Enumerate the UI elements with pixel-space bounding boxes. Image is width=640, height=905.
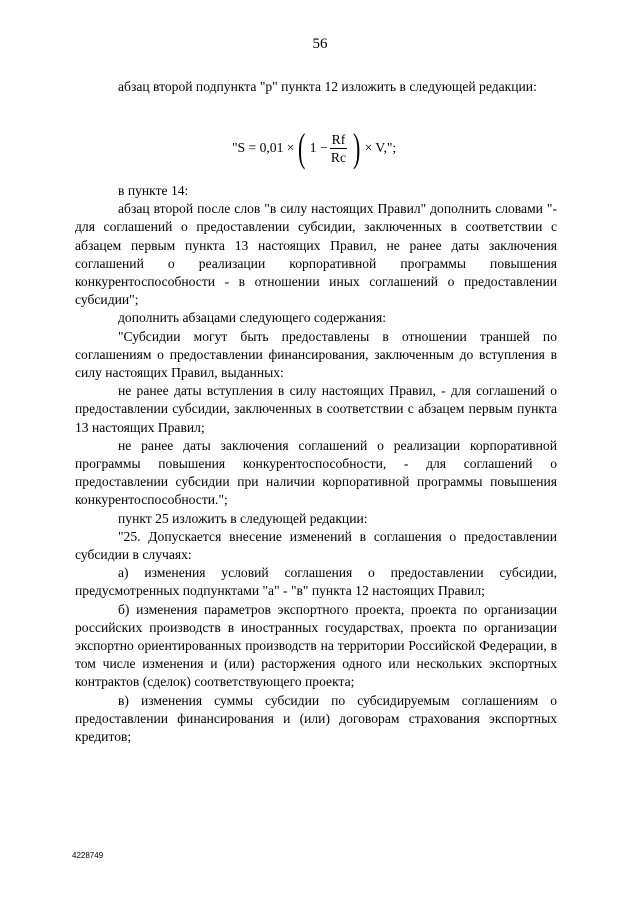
paragraph: а) изменения условий соглашения о предоставлении субсидии, предусмотренных подпунктами "а" - "в" пункта 12 настоящих Правил;: [75, 565, 557, 599]
formula-one-minus: 1 −: [309, 140, 328, 155]
paragraph: в) изменения суммы субсидии по субсидируемым соглашениям о предоставлении финансирования и (или) договорам страхования экспортных кредитов;: [75, 692, 557, 745]
paragraph: б) изменения параметров экспортного проекта, проекта по организации российских производств в иностранных государствах, проекта по организации экспортно ориентированных производств на территории Российской Федерации, в том числе изменения и (или) расторжения одного или нескольких экспортных контрактов (сделок) соответствующего проекта;: [75, 601, 557, 690]
left-paren: (: [298, 125, 306, 170]
formula: [232, 125, 397, 170]
fraction: [330, 132, 348, 165]
formula-prefix: "S = 0,01 ×: [232, 140, 295, 155]
paragraph: не ранее даты заключения соглашений о реализации корпоративной программы повышения конкурентоспособности, - для соглашений о предоставлении субсидии при наличии корпоративной программы повышения конкурентоспособности.";: [75, 437, 557, 508]
right-paren: ): [353, 125, 361, 170]
paragraph: пункт 25 изложить в следующей редакции:: [118, 510, 368, 526]
page-number: 56: [312, 36, 328, 52]
paragraph: абзац второй подпункта "р" пункта 12 изложить в следующей редакции:: [118, 79, 537, 94]
paragraph: не ранее даты вступления в силу настоящих Правил, - для соглашений о предоставлении субсидии, заключенных в соответствии с абзацем первым пункта 13 настоящих Правил;: [75, 383, 557, 435]
document-code: 4228749: [72, 851, 104, 860]
intro-paragraph: [75, 78, 557, 96]
paragraph: абзац второй после слов "в силу настоящих Правил" дополнить словами "- для соглашений о предоставлении субсидии, заключенных в соответствии с абзацем первым пункта 13 настоящих Правил, не ранее даты заключения соглашений о реализации корпоративной программы повышения конкурентоспособности - в отношении иных соглашений о предоставлении субсидии";: [75, 201, 557, 308]
fraction-numerator: Rf: [331, 131, 346, 147]
paragraph: дополнить абзацами следующего содержания:: [118, 310, 387, 326]
body-text: [75, 182, 557, 746]
paragraph: "25. Допускается внесение изменений в соглашения о предоставлении субсидии в случаях:: [75, 528, 557, 563]
paragraph: в пункте 14:: [118, 183, 189, 198]
fraction-denominator: Rc: [330, 149, 346, 165]
paragraph: "Субсидии могут быть предоставлены в отношении траншей по соглашениям о предоставлении финансирования, заключенным до вступления в силу настоящих Правил, выданных:: [75, 328, 557, 381]
formula-suffix: × V,";: [364, 140, 397, 155]
